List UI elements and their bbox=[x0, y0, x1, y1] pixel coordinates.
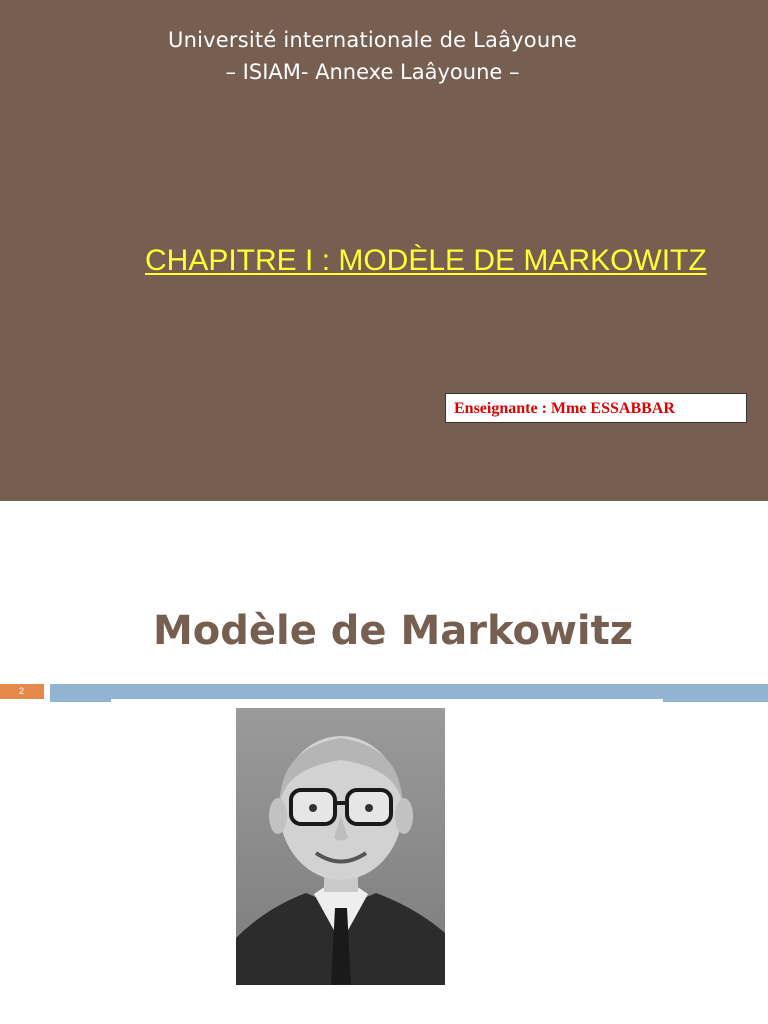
title-slide bbox=[0, 0, 768, 501]
slide-title: Modèle de Markowitz bbox=[152, 608, 634, 654]
page-number-badge: 2 bbox=[0, 684, 44, 699]
university-name: Université internationale de Laâyoune bbox=[168, 28, 577, 52]
chapter-title: CHAPITRE I : MODÈLE DE MARKOWITZ bbox=[145, 244, 707, 277]
teacher-label: Enseignante : Mme ESSABBAR bbox=[445, 393, 747, 423]
content-slide bbox=[0, 501, 768, 1024]
portrait-illustration bbox=[236, 708, 445, 985]
accent-bar-divider bbox=[111, 699, 663, 703]
campus-name: – ISIAM- Annexe Laâyoune – bbox=[225, 60, 520, 84]
portrait-photo-icon bbox=[236, 708, 445, 985]
